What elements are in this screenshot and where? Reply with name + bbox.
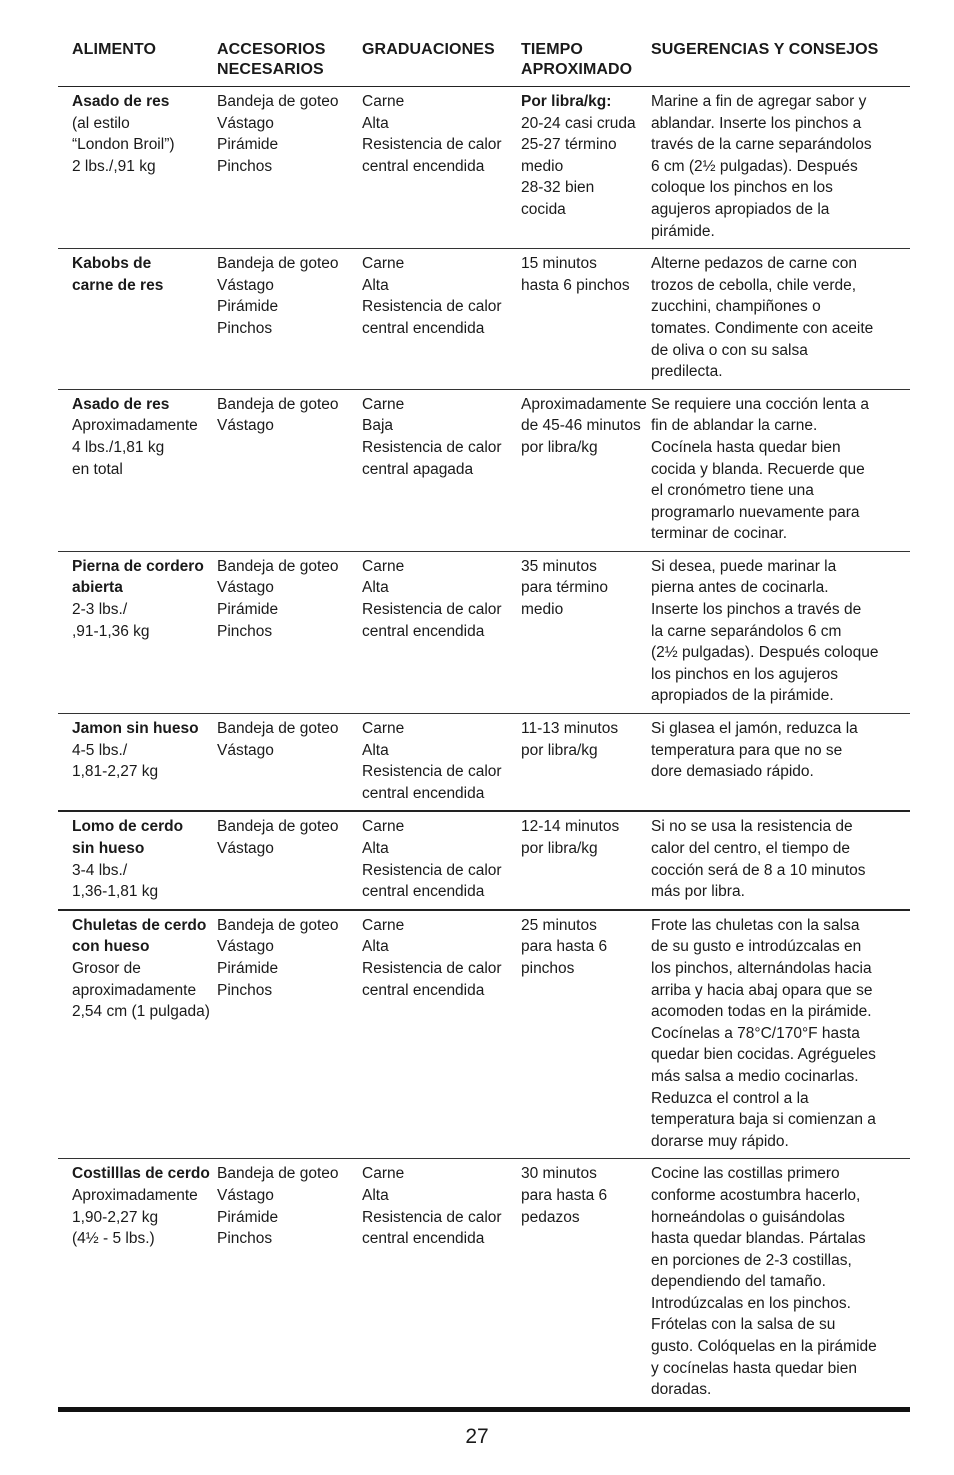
cell-line: cocida [521,200,566,218]
cell-line: arriba y hacia abaj opara que se [651,981,873,999]
cell-line: 12-14 minutos [521,818,620,836]
header-line: GRADUACIONES [362,41,495,58]
cell-sugerencias [651,714,910,812]
cell-line: 30 minutos [521,1165,597,1183]
cell-line: Bandeja de goteo [217,93,339,110]
cell-line: Vástago [217,741,274,759]
cell-line: Vástago [217,840,274,857]
cell-line: Carne [362,93,405,110]
cell-line: Vástago [217,1186,274,1204]
cell-sugerencias [651,910,910,1159]
cell-line: Alta [362,276,389,294]
cell-tiempo [521,389,651,551]
cell-line: doradas. [651,1381,712,1399]
cell-line: Bandeja de goteo [217,916,339,934]
cell-line: por libra/kg [521,741,598,759]
cell-line: Asado de res [72,93,170,110]
cell-line: apropiados de la pirámide. [651,687,834,705]
cell-alimento [58,811,217,909]
cell-line: terminar de cocinar. [651,525,788,543]
cell-line: Resistencia de calor [362,438,502,456]
cell-line: acomoden todas en la pirámide. [651,1003,872,1021]
cell-line: Inserte los pinchos a través de [651,601,862,619]
cell-line: y cocínelas hasta quedar bien [651,1359,857,1377]
cell-line: Cocínelas a 78°C/170°F hasta [651,1024,860,1042]
cell-line: Vástago [217,417,274,435]
cell-line: Bandeja de goteo [217,720,339,738]
cell-line: Asado de res [72,395,170,413]
cell-line: Alta [362,114,389,132]
cell-line: Pinchos [217,622,273,640]
cell-line: trozos de cebolla, chile verde, [651,276,857,294]
header-line: NECESARIOS [217,61,324,78]
cell-line: Marine a fin de agregar sabor y [651,93,867,110]
cell-line: quedar bien cocidas. Agrégueles [651,1046,876,1064]
cell-graduaciones [362,87,521,249]
cell-line: Bandeja de goteo [217,255,339,273]
table-row [58,1159,910,1410]
cell-line: Chuletas de cerdo [72,916,207,934]
cell-line: Resistencia de calor [362,763,502,781]
cell-line: 2 lbs./,91 kg [72,157,156,175]
cell-line: Carne [362,818,405,836]
cell-line: Alta [362,741,389,759]
cell-line: coloque los pinchos en los [651,179,833,197]
cell-graduaciones [362,551,521,713]
cell-accesorios [217,249,362,390]
cell-line: dore demasiado rápido. [651,763,814,781]
cell-line: Pinchos [217,981,273,999]
cell-alimento [58,87,217,249]
cell-line: cocción será de 8 a 10 minutos [651,861,866,879]
table-row [58,87,910,249]
cell-line: pedazos [521,1208,580,1226]
cell-line: por libra/kg [521,840,598,857]
header-line: TIEMPO [521,41,583,58]
cell-line: Alterne pedazos de carne con [651,255,857,273]
cell-line: zucchini, champiñones o [651,298,821,316]
cell-graduaciones [362,714,521,812]
cell-sugerencias [651,87,910,249]
cell-line: los pinchos, alternándolas hacia [651,959,872,977]
cell-line: 4-5 lbs./ [72,741,128,759]
cell-line: 25-27 término [521,136,617,154]
cell-line: dorarse muy rápido. [651,1132,789,1150]
cell-line: Cocínela hasta quedar bien [651,438,841,456]
cell-line: Alta [362,938,389,956]
cell-line: Pierna de cordero [72,557,204,575]
cell-line: Carne [362,720,405,738]
cell-line: 6 cm (2½ pulgadas). Después [651,157,858,175]
cell-line: 28-32 bien [521,179,595,197]
cell-line: Pirámide [217,1208,279,1226]
cell-accesorios [217,551,362,713]
cell-line: Cocine las costillas primero [651,1165,840,1183]
cell-line: Vástago [217,579,274,597]
cell-line: temperatura para que no se [651,741,843,759]
cell-line: Resistencia de calor [362,298,502,316]
cell-line: los pinchos en los agujeros [651,665,838,683]
cell-tiempo [521,811,651,909]
cell-line: Introdúzcalas en los pinchos. [651,1294,851,1312]
cell-line: para hasta 6 [521,938,608,956]
cell-line: Alta [362,840,389,857]
cell-alimento [58,389,217,551]
cell-line: Vástago [217,114,274,132]
cell-line: la carne separándolos 6 cm [651,622,842,640]
cell-line: 11-13 minutos [521,720,619,738]
cell-line: 2-3 lbs./ [72,601,128,619]
table-row [58,551,910,713]
cell-line: abierta [72,579,123,597]
header-line: ACCESORIOS [217,41,326,58]
cell-line: (2½ pulgadas). Después coloque [651,644,879,662]
cell-line: Carne [362,395,405,413]
cell-line: Resistencia de calor [362,1208,502,1226]
header-line: APROXIMADO [521,61,633,78]
table-body [58,87,910,1410]
cell-alimento [58,1159,217,1410]
table-row [58,249,910,390]
cell-line: 25 minutos [521,916,597,934]
cell-tiempo [521,714,651,812]
cell-line: Vástago [217,276,274,294]
cell-line: central encendida [362,784,485,802]
cell-line: horneándolas o guisándolas [651,1208,845,1226]
cell-alimento [58,551,217,713]
cell-alimento [58,910,217,1159]
cell-line: Si desea, puede marinar la [651,557,837,575]
cell-line: tomates. Condimente con aceite [651,319,874,337]
cell-line: temperatura baja si comienzan a [651,1111,876,1129]
cell-line: pirámide. [651,222,715,240]
cell-line: Frótelas con la salsa de su [651,1316,836,1334]
cell-line: Lomo de cerdo [72,818,184,836]
cell-sugerencias [651,249,910,390]
cell-line: central encendida [362,883,485,901]
cell-line: central encendida [362,1230,485,1248]
cell-line: de su gusto e introdúzcalas en [651,938,862,956]
page-number: 27 [465,1425,489,1448]
cell-line: Jamon sin hueso [72,720,199,738]
cell-line: Alta [362,579,389,597]
cell-accesorios [217,1159,362,1410]
table-header-row [58,0,910,87]
cell-line: Bandeja de goteo [217,1165,339,1183]
cell-graduaciones [362,811,521,909]
cell-line: (al estilo [72,114,130,132]
cell-line: central encendida [362,622,485,640]
cell-line: Resistencia de calor [362,136,502,154]
header-tiempo [521,0,651,87]
page-content [58,0,910,1412]
cell-line: Baja [362,417,394,435]
cell-line: central apagada [362,460,474,478]
cell-graduaciones [362,1159,521,1410]
cell-graduaciones [362,249,521,390]
cell-tiempo [521,551,651,713]
cell-line: hasta quedar blandas. Pártalas [651,1230,866,1248]
cell-line: gusto. Colóquelas en la pirámide [651,1338,877,1356]
header-line: SUGERENCIAS Y CONSEJOS [651,41,879,58]
cell-line: dependiendo del tamaño. [651,1273,826,1291]
cell-line: pierna antes de cocinarla. [651,579,829,597]
cell-line: pinchos [521,959,575,977]
cell-line: Pirámide [217,959,279,977]
cell-line: Pinchos [217,157,273,175]
cell-line: predilecta. [651,363,723,381]
cell-line: central encendida [362,981,485,999]
cell-line: para hasta 6 [521,1186,608,1204]
header-alimento [58,0,217,87]
cell-line: 3-4 lbs./ [72,861,128,879]
cell-line: “London Broil”) [72,136,175,154]
cell-tiempo [521,249,651,390]
cell-line: Pinchos [217,319,273,337]
cell-line: aproximadamente [72,981,197,999]
cell-line: Reduzca el control a la [651,1089,809,1107]
cell-line: Aproximadamente [72,1186,198,1204]
cell-line: 4 lbs./1,81 kg [72,438,165,456]
cell-line: 35 minutos [521,557,597,575]
cell-line: sin hueso [72,840,145,857]
cooking-table [58,0,910,1412]
cell-line: agujeros apropiados de la [651,200,830,218]
cell-line: Vástago [217,938,274,956]
cell-line: 1,90-2,27 kg [72,1208,159,1226]
cell-line: por libra/kg [521,438,598,456]
cell-line: Frote las chuletas con la salsa [651,916,860,934]
cell-line: través de la carne separándolos [651,136,872,154]
cell-line: Grosor de [72,959,141,977]
cell-line: Aproximadamente [521,395,647,413]
header-line: ALIMENTO [72,41,157,58]
cell-line: de 45-46 minutos [521,417,641,435]
cell-line: hasta 6 pinchos [521,276,630,294]
cell-line: más salsa a medio cocinarlas. [651,1067,859,1085]
cell-line: Pirámide [217,601,279,619]
cell-line: Costilllas de cerdo [72,1165,210,1183]
cell-line: 20-24 casi cruda [521,114,636,132]
cell-line: calor del centro, el tiempo de [651,840,851,857]
cell-line: medio [521,601,564,619]
cell-line: Carne [362,916,405,934]
cell-accesorios [217,811,362,909]
cell-line: Carne [362,557,405,575]
cell-line: central encendida [362,319,485,337]
cell-line: fin de ablandar la carne. [651,417,818,435]
cell-line: 15 minutos [521,255,597,273]
cell-accesorios [217,87,362,249]
cell-line: de oliva o con su salsa [651,341,808,359]
table-row [58,811,910,909]
cell-line: cocida y blanda. Recuerde que [651,460,865,478]
cell-line: Aproximadamente [72,417,198,435]
cell-line: Pirámide [217,298,279,316]
header-sugerencias [651,0,910,87]
cell-alimento [58,714,217,812]
cell-line: Alta [362,1186,389,1204]
table-row [58,714,910,812]
cell-line: central encendida [362,157,485,175]
cell-line: Se requiere una cocción lenta a [651,395,870,413]
cell-accesorios [217,910,362,1159]
cell-line: medio [521,157,564,175]
cell-line: carne de res [72,276,164,294]
table-row [58,389,910,551]
cell-line: Resistencia de calor [362,601,502,619]
cell-graduaciones [362,389,521,551]
cell-line: Bandeja de goteo [217,818,339,836]
header-accesorios [217,0,362,87]
cell-line: en total [72,460,123,478]
cell-line: para término [521,579,609,597]
cell-line: Bandeja de goteo [217,395,339,413]
cell-sugerencias [651,1159,910,1410]
cell-line: Carne [362,255,405,273]
cell-line: conforme acostumbra hacerlo, [651,1186,861,1204]
cell-sugerencias [651,551,910,713]
cell-line: 2,54 cm (1 pulgada) [72,1003,210,1021]
cell-line: Bandeja de goteo [217,557,339,575]
cell-graduaciones [362,910,521,1159]
cell-line: Resistencia de calor [362,861,502,879]
cell-line: el cronómetro tiene una [651,482,814,500]
cell-line: Por libra/kg: [521,93,612,110]
cell-line: (4½ - 5 lbs.) [72,1230,155,1248]
cell-line: Kabobs de [72,255,152,273]
table-row [58,910,910,1159]
cell-alimento [58,249,217,390]
cell-tiempo [521,910,651,1159]
cell-sugerencias [651,811,910,909]
cell-tiempo [521,87,651,249]
cell-line: Si no se usa la resistencia de [651,818,853,836]
cell-line: Pirámide [217,136,279,154]
cell-line: 1,81-2,27 kg [72,763,159,781]
header-graduaciones [362,0,521,87]
cell-line: ,91-1,36 kg [72,622,150,640]
cell-line: Resistencia de calor [362,959,502,977]
cell-tiempo [521,1159,651,1410]
cell-line: Si glasea el jamón, reduzca la [651,720,858,738]
cell-line: programarlo nuevamente para [651,503,860,521]
cell-line: en porciones de 2-3 costillas, [651,1251,852,1269]
cell-line: Carne [362,1165,405,1183]
cell-line: 1,36-1,81 kg [72,883,159,901]
cell-accesorios [217,389,362,551]
cell-sugerencias [651,389,910,551]
cell-line: más por libra. [651,883,745,901]
cell-line: con hueso [72,938,150,956]
cell-line: ablandar. Inserte los pinchos a [651,114,862,132]
cell-line: Pinchos [217,1230,273,1248]
cell-accesorios [217,714,362,812]
